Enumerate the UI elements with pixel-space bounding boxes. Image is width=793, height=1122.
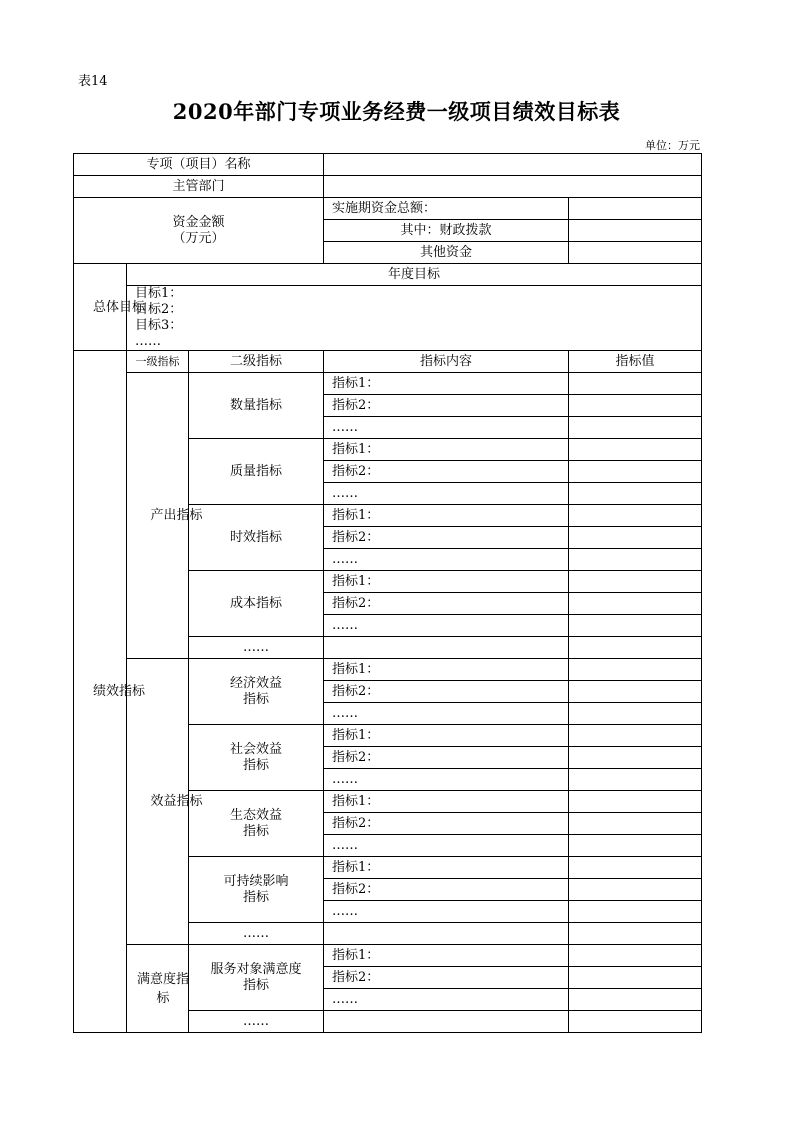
indicator-content[interactable]: 指标2： <box>324 967 569 989</box>
indicator-content[interactable] <box>324 1011 569 1033</box>
sub-category-label <box>189 725 324 791</box>
sub-category-line: 指标 <box>243 691 270 707</box>
funds-label-text: 资金金额 <box>172 214 225 230</box>
project-name-label: 专项（项目）名称 <box>74 154 324 176</box>
header-level1: 一级指标 <box>127 351 189 373</box>
indicator-row <box>74 659 702 681</box>
indicator-row <box>74 373 702 395</box>
project-name-row <box>74 154 702 176</box>
indicator-content[interactable]: …… <box>324 989 569 1011</box>
funds-total-label: 实施期资金总额： <box>324 198 569 220</box>
sub-category-line: 指标 <box>243 977 270 993</box>
indicator-content[interactable]: 指标1： <box>324 945 569 967</box>
indicator-value[interactable] <box>569 769 702 791</box>
sub-category-line: 可持续影响 <box>223 873 289 889</box>
indicator-value[interactable] <box>569 637 702 659</box>
header-value: 指标值 <box>569 351 702 373</box>
indicator-value[interactable] <box>569 439 702 461</box>
output-category-text: 产出指标 <box>150 508 203 523</box>
sub-category-line: 指标 <box>243 823 270 839</box>
sub-category-label <box>189 857 324 923</box>
sub-category-label: 质量指标 <box>189 439 324 505</box>
indicator-content[interactable]: 指标2： <box>324 747 569 769</box>
indicator-content[interactable]: 指标1： <box>324 505 569 527</box>
sub-category-line: 指标 <box>243 757 270 773</box>
indicator-content[interactable] <box>324 923 569 945</box>
indicator-content[interactable]: …… <box>324 835 569 857</box>
indicator-content[interactable]: …… <box>324 615 569 637</box>
project-name-field[interactable] <box>324 154 702 176</box>
overall-header-row <box>74 264 702 286</box>
indicator-value[interactable] <box>569 901 702 923</box>
overall-goal-text: 总体目标 <box>93 299 146 315</box>
sub-category-label: 成本指标 <box>189 571 324 637</box>
indicator-content[interactable]: 指标1： <box>324 659 569 681</box>
indicator-content[interactable]: 指标1： <box>324 373 569 395</box>
performance-label <box>74 351 146 1033</box>
indicator-row <box>74 945 702 967</box>
overall-goal-label <box>74 264 146 351</box>
benefit-category-text: 效益指标 <box>150 794 203 809</box>
sub-category-label: 数量指标 <box>189 373 324 439</box>
more-label: …… <box>189 637 324 659</box>
output-category-label <box>127 373 203 659</box>
indicator-content[interactable]: 指标2： <box>324 461 569 483</box>
indicator-value[interactable] <box>569 967 702 989</box>
funds-fiscal-field[interactable] <box>569 220 702 242</box>
indicator-value[interactable] <box>569 681 702 703</box>
indicator-value[interactable] <box>569 857 702 879</box>
funds-label-unit: （万元） <box>172 230 225 246</box>
sub-category-label <box>189 659 324 725</box>
indicator-value[interactable] <box>569 1011 702 1033</box>
indicator-value[interactable] <box>569 747 702 769</box>
sub-category-line: 指标 <box>243 889 270 905</box>
indicator-value[interactable] <box>569 373 702 395</box>
header-content: 指标内容 <box>324 351 569 373</box>
indicator-content[interactable]: 指标1： <box>324 857 569 879</box>
indicator-content[interactable]: 指标1： <box>324 439 569 461</box>
funds-label <box>74 198 324 264</box>
indicator-value[interactable] <box>569 615 702 637</box>
satisfaction-category-label <box>127 945 189 1033</box>
indicator-content[interactable]: …… <box>324 549 569 571</box>
goal-line: …… <box>135 334 161 349</box>
sub-category-line: 服务对象满意度 <box>210 961 302 977</box>
more-label: …… <box>189 923 324 945</box>
indicator-content[interactable]: 指标2： <box>324 879 569 901</box>
performance-goal-table <box>73 153 702 1033</box>
sub-category-line: 经济效益 <box>230 675 283 691</box>
indicator-value[interactable] <box>569 945 702 967</box>
goal-line: 目标2： <box>135 302 183 317</box>
indicator-value[interactable] <box>569 571 702 593</box>
indicator-content[interactable]: …… <box>324 769 569 791</box>
indicator-value[interactable] <box>569 659 702 681</box>
indicator-content[interactable]: 指标2： <box>324 681 569 703</box>
indicator-content[interactable]: 指标2： <box>324 395 569 417</box>
indicator-content[interactable]: 指标2： <box>324 593 569 615</box>
indicator-value[interactable] <box>569 879 702 901</box>
annual-goal-label: 年度目标 <box>127 264 702 286</box>
indicator-content[interactable]: 指标1： <box>324 725 569 747</box>
indicator-value[interactable] <box>569 417 702 439</box>
indicator-value[interactable] <box>569 505 702 527</box>
page-title: 2020年部门专项业务经费一级项目绩效目标表 <box>172 99 621 124</box>
indicator-content[interactable]: …… <box>324 483 569 505</box>
satisfaction-category-text: 满意度指标 <box>136 971 189 1006</box>
funds-total-row <box>74 198 702 220</box>
indicator-content[interactable]: …… <box>324 417 569 439</box>
header-level2: 二级指标 <box>189 351 324 373</box>
indicator-content[interactable]: …… <box>324 901 569 923</box>
indicator-value[interactable] <box>569 593 702 615</box>
indicator-value[interactable] <box>569 791 702 813</box>
sub-category-line: 生态效益 <box>230 807 283 823</box>
indicator-content[interactable]: 指标1： <box>324 791 569 813</box>
indicator-value[interactable] <box>569 527 702 549</box>
indicator-value[interactable] <box>569 923 702 945</box>
department-row <box>74 176 702 198</box>
goal-line: 目标3： <box>135 318 183 333</box>
indicator-value[interactable] <box>569 835 702 857</box>
sub-category-label <box>189 945 324 1011</box>
more-label: …… <box>189 1011 324 1033</box>
department-field[interactable] <box>324 176 702 198</box>
goal-line: 目标1： <box>135 286 183 301</box>
indicator-content[interactable]: 指标2： <box>324 813 569 835</box>
overall-goals-row <box>74 286 702 351</box>
sub-category-label: 时效指标 <box>189 505 324 571</box>
sub-category-line: 社会效益 <box>230 741 283 757</box>
indicator-value[interactable] <box>569 813 702 835</box>
indicator-value[interactable] <box>569 461 702 483</box>
indicator-value[interactable] <box>569 549 702 571</box>
annual-goals-field[interactable] <box>127 286 702 351</box>
indicator-content[interactable]: …… <box>324 703 569 725</box>
indicator-content[interactable] <box>324 637 569 659</box>
indicator-value[interactable] <box>569 395 702 417</box>
department-label: 主管部门 <box>74 176 324 198</box>
indicator-value[interactable] <box>569 989 702 1011</box>
funds-other-label: 其他资金 <box>324 242 569 264</box>
indicator-value[interactable] <box>569 703 702 725</box>
funds-total-field[interactable] <box>569 198 702 220</box>
indicator-content[interactable]: 指标1： <box>324 571 569 593</box>
indicator-value[interactable] <box>569 725 702 747</box>
form-number: 表14 <box>78 74 108 89</box>
indicator-value[interactable] <box>569 483 702 505</box>
benefit-category-label <box>127 659 203 945</box>
indicator-content[interactable]: 指标2： <box>324 527 569 549</box>
unit-label: 单位：万元 <box>645 139 700 152</box>
funds-other-field[interactable] <box>569 242 702 264</box>
sub-category-label <box>189 791 324 857</box>
funds-fiscal-label: 其中：财政拨款 <box>324 220 569 242</box>
performance-header-row <box>74 351 702 373</box>
performance-label-text: 绩效指标 <box>93 684 146 699</box>
